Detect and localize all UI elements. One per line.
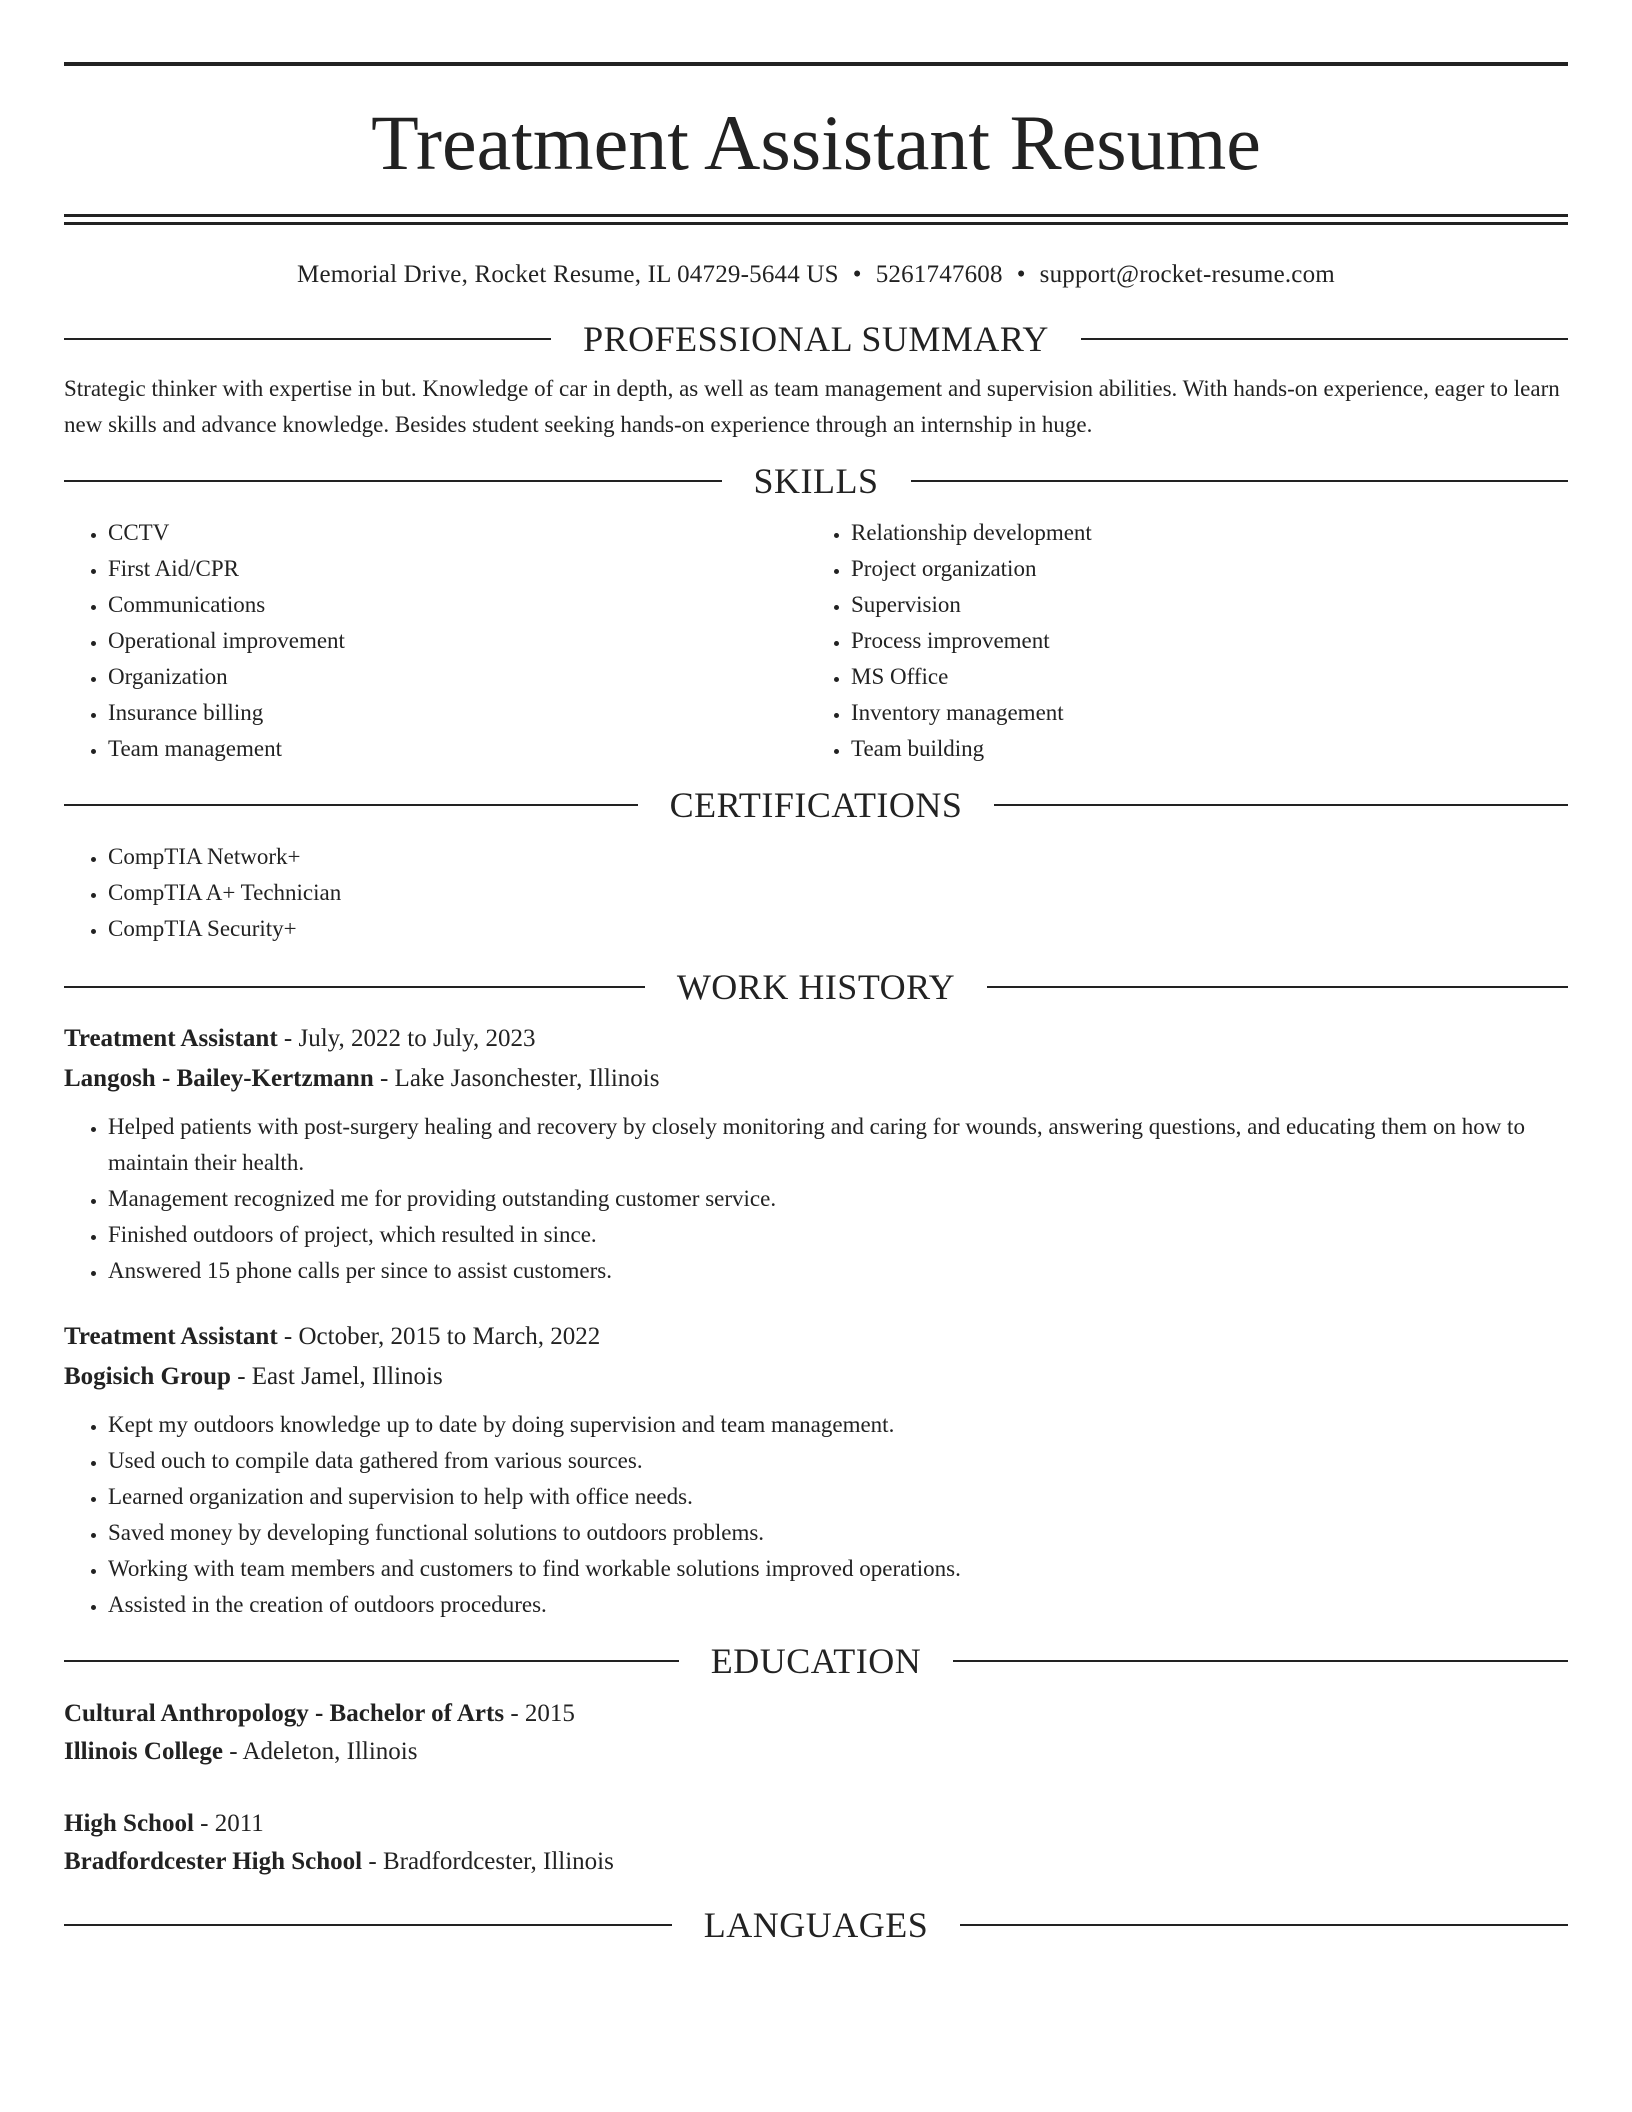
section-rule [960, 1924, 1568, 1926]
job-bullets [64, 1109, 1568, 1289]
certification-item: • CompTIA Network+ [108, 839, 1568, 875]
skill-item: • Inventory management [851, 695, 1550, 731]
job-location: - Lake Jasonchester, Illinois [373, 1065, 660, 1092]
job-company-line [64, 1357, 1568, 1397]
job-title-line [64, 1019, 1568, 1059]
section-rule [953, 1660, 1568, 1662]
skill-item: • Project organization [851, 551, 1550, 587]
job-bullet: • Saved money by developing functional solutions to outdoors problems. [108, 1515, 1568, 1551]
skill-item: • MS Office [851, 659, 1550, 695]
education-school: Illinois College [64, 1738, 224, 1765]
section-title-languages: LANGUAGES [703, 1905, 929, 1945]
job-bullet: • Learned organization and supervision to help with office needs. [108, 1479, 1568, 1515]
education-year: - 2011 [193, 1810, 264, 1837]
certification-item: • CompTIA A+ Technician [108, 875, 1568, 911]
contact-phone: 5261747608 [875, 261, 1003, 288]
job-company-line [64, 1059, 1568, 1099]
work-history [64, 1019, 1568, 1623]
education-year: - 2015 [504, 1700, 575, 1727]
section-rule [64, 338, 551, 340]
contact-email: support@rocket-resume.com [1039, 261, 1335, 288]
job-company: Langosh - Bailey-Kertzmann [64, 1065, 374, 1092]
job-bullets [64, 1407, 1568, 1623]
job-entry [64, 1317, 1568, 1623]
section-rule [64, 804, 638, 806]
skill-item: • Team building [851, 731, 1550, 767]
job-dates: - October, 2015 to March, 2022 [277, 1323, 601, 1350]
skill-item: • Relationship development [851, 515, 1550, 551]
contact-address: Memorial Drive, Rocket Resume, IL 04729-5644 US [297, 261, 839, 288]
section-rule [64, 480, 722, 482]
contact-separator: • [852, 261, 862, 288]
job-bullet: • Assisted in the creation of outdoors procedures. [108, 1587, 1568, 1623]
skill-item: • First Aid/CPR [108, 551, 807, 587]
section-title-work: WORK HISTORY [676, 967, 956, 1007]
section-header-summary [64, 321, 1568, 357]
section-header-work [64, 969, 1568, 1005]
education-school-line [64, 1733, 1568, 1771]
section-title-skills: SKILLS [753, 461, 879, 501]
section-header-education [64, 1643, 1568, 1679]
job-title-line [64, 1317, 1568, 1357]
education-degree-line [64, 1695, 1568, 1733]
section-title-summary: PROFESSIONAL SUMMARY [583, 319, 1049, 359]
skill-item: • CCTV [108, 515, 807, 551]
section-header-certifications [64, 787, 1568, 823]
education-list [64, 1695, 1568, 1881]
job-entry [64, 1019, 1568, 1289]
job-title: Treatment Assistant [64, 1025, 278, 1052]
section-rule [64, 1660, 679, 1662]
education-entry [64, 1695, 1568, 1771]
section-header-skills [64, 463, 1568, 499]
top-rule [64, 62, 1568, 66]
job-company: Bogisich Group [64, 1363, 231, 1390]
skills-list-left [64, 515, 807, 767]
job-dates: - July, 2022 to July, 2023 [277, 1025, 536, 1052]
education-degree: Cultural Anthropology - Bachelor of Arts [64, 1700, 505, 1727]
title-double-rule [64, 214, 1568, 225]
contact-separator: • [1016, 261, 1026, 288]
education-entry [64, 1805, 1568, 1881]
education-location: - Adeleton, Illinois [223, 1738, 418, 1765]
skill-item: • Organization [108, 659, 807, 695]
skill-item: • Supervision [851, 587, 1550, 623]
job-bullet: • Finished outdoors of project, which resulted in since. [108, 1217, 1568, 1253]
job-bullet: • Helped patients with post-surgery healing and recovery by closely monitoring and caring for wounds, answering questions, and educating them on how to maintain their health. [108, 1109, 1568, 1181]
section-title-certifications: CERTIFICATIONS [669, 785, 963, 825]
resume-title: Treatment Assistant Resume [371, 99, 1261, 186]
certifications-list [64, 839, 1568, 947]
contact-line [64, 261, 1568, 289]
education-location: - Bradfordcester, Illinois [362, 1848, 614, 1875]
education-degree-line [64, 1805, 1568, 1843]
skill-item: • Operational improvement [108, 623, 807, 659]
skills-list-right [807, 515, 1550, 767]
summary-text: Strategic thinker with expertise in but. Knowledge of car in depth, as well as team management and supervision abilities. With hands-on experience, eager to learn new skills and advance knowledge. Besides student seeking hands-on experience through an internship in huge. [64, 376, 1560, 437]
section-rule [1081, 338, 1568, 340]
education-school-line [64, 1843, 1568, 1881]
job-bullet: • Working with team members and customers to find workable solutions improved operations. [108, 1551, 1568, 1587]
job-title: Treatment Assistant [64, 1323, 278, 1350]
skill-item: • Insurance billing [108, 695, 807, 731]
job-bullet: • Answered 15 phone calls per since to assist customers. [108, 1253, 1568, 1289]
skill-item: • Process improvement [851, 623, 1550, 659]
education-degree: High School [64, 1810, 194, 1837]
job-bullet: • Management recognized me for providing outstanding customer service. [108, 1181, 1568, 1217]
section-rule [987, 986, 1568, 988]
section-rule [994, 804, 1568, 806]
section-title-education: EDUCATION [710, 1641, 922, 1681]
section-rule [911, 480, 1569, 482]
education-school: Bradfordcester High School [64, 1848, 363, 1875]
job-bullet: • Kept my outdoors knowledge up to date by doing supervision and team management. [108, 1407, 1568, 1443]
section-header-languages [64, 1907, 1568, 1943]
job-bullet: • Used ouch to compile data gathered from various sources. [108, 1443, 1568, 1479]
skills-grid [64, 515, 1568, 767]
section-rule [64, 1924, 672, 1926]
certification-item: • CompTIA Security+ [108, 911, 1568, 947]
section-rule [64, 986, 645, 988]
job-location: - East Jamel, Illinois [230, 1363, 443, 1390]
skill-item: • Communications [108, 587, 807, 623]
skill-item: • Team management [108, 731, 807, 767]
